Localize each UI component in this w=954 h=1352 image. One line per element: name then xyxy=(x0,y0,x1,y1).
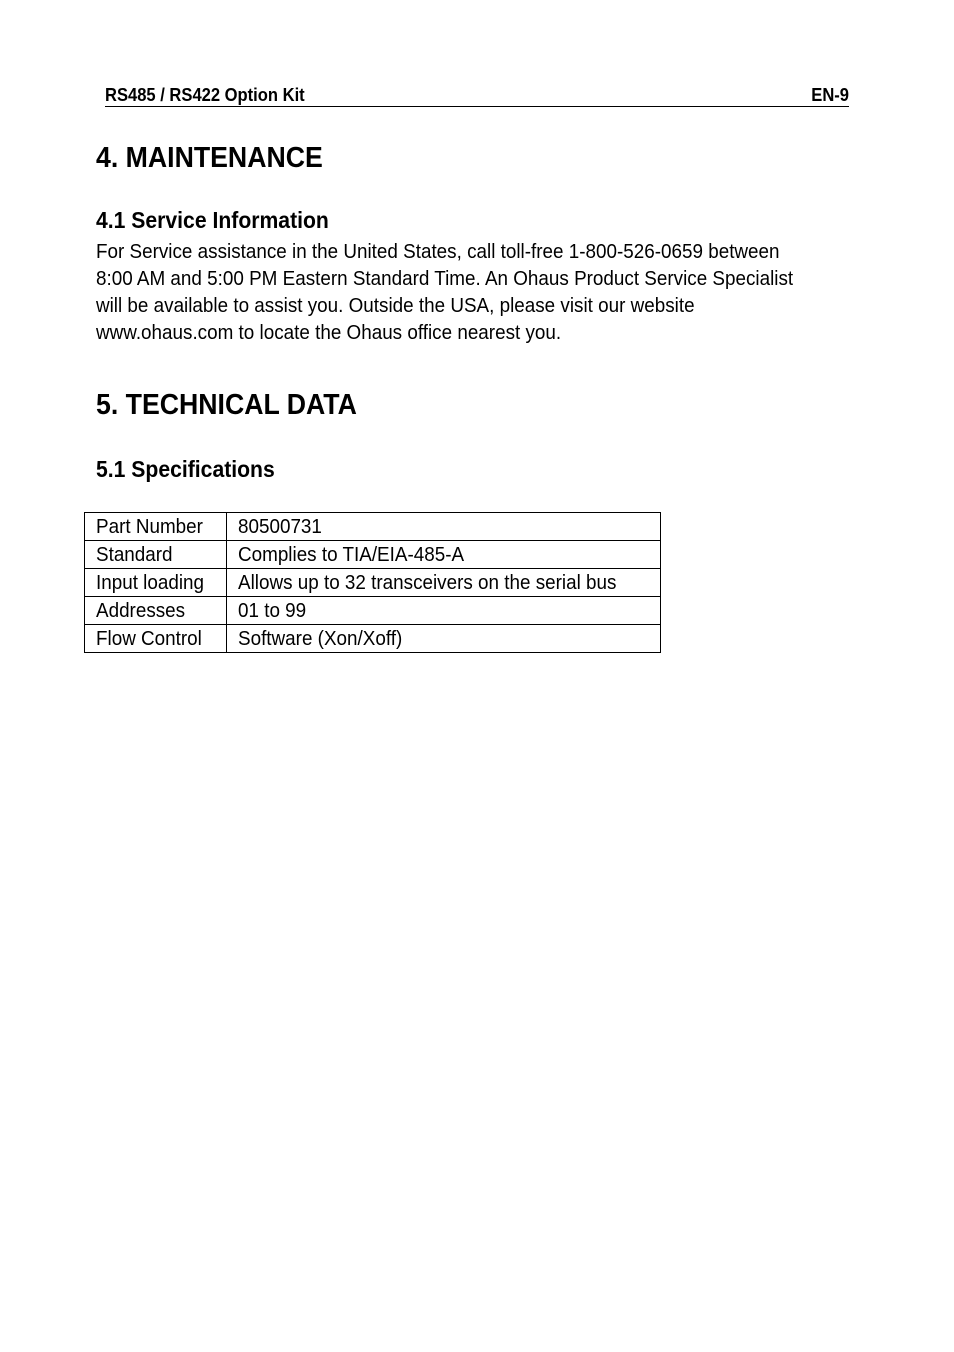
paragraph-line: 8:00 AM and 5:00 PM Eastern Standard Time. An Ohaus Product Service Specialist xyxy=(96,267,794,290)
spec-label-cell xyxy=(85,541,227,569)
specifications-table xyxy=(84,512,661,653)
spec-label: Addresses xyxy=(96,598,186,622)
spec-value: Software (Xon/Xoff) xyxy=(238,626,403,650)
spec-value: 80500731 xyxy=(238,514,322,538)
service-information-paragraph xyxy=(96,238,886,346)
paragraph-line: www.ohaus.com to locate the Ohaus office nearest you. xyxy=(96,321,562,344)
spec-value-cell xyxy=(227,597,661,625)
spec-label-cell xyxy=(85,625,227,653)
spec-label-cell xyxy=(85,569,227,597)
spec-label-cell xyxy=(85,597,227,625)
spec-value: Complies to TIA/EIA-485-A xyxy=(238,542,465,566)
subsection-heading-service-information: 4.1 Service Information xyxy=(96,207,329,233)
document-title: RS485 / RS422 Option Kit xyxy=(105,85,305,105)
section-heading-technical-data: 5. TECHNICAL DATA xyxy=(96,389,357,421)
spec-label-cell xyxy=(85,513,227,541)
page-number: EN-9 xyxy=(811,85,849,105)
table-row xyxy=(85,513,661,541)
spec-value: 01 to 99 xyxy=(238,598,307,622)
spec-value-cell xyxy=(227,541,661,569)
spec-label: Input loading xyxy=(96,570,205,594)
table-row xyxy=(85,569,661,597)
spec-value-cell xyxy=(227,625,661,653)
section-heading-maintenance: 4. MAINTENANCE xyxy=(96,142,323,174)
paragraph-line: For Service assistance in the United States, call toll-free 1-800-526-0659 between xyxy=(96,240,780,263)
spec-label: Part Number xyxy=(96,514,203,538)
spec-value-cell xyxy=(227,513,661,541)
spec-value: Allows up to 32 transceivers on the serial bus xyxy=(238,570,617,594)
table-row xyxy=(85,625,661,653)
spec-label: Flow Control xyxy=(96,626,202,650)
subsection-heading-specifications: 5.1 Specifications xyxy=(96,456,275,482)
paragraph-line: will be available to assist you. Outside the USA, please visit our website xyxy=(96,294,695,317)
spec-value-cell xyxy=(227,569,661,597)
table-row xyxy=(85,597,661,625)
page-header xyxy=(105,82,849,107)
table-row xyxy=(85,541,661,569)
spec-label: Standard xyxy=(96,542,173,566)
